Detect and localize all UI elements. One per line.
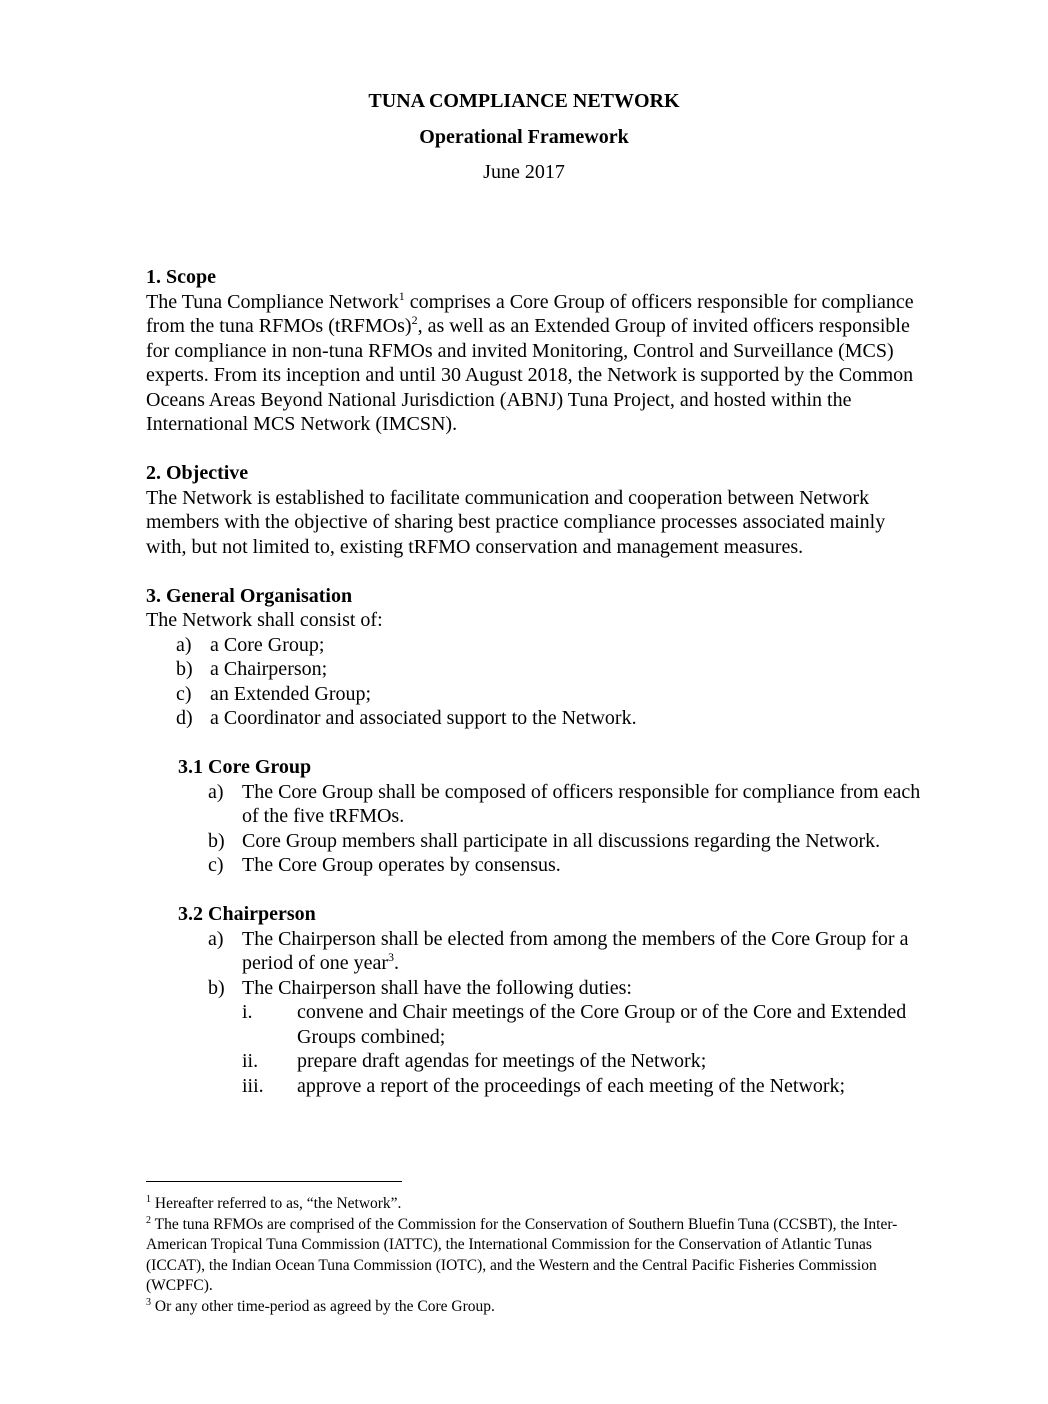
- section-heading-organisation: 3. General Organisation: [146, 584, 353, 607]
- list-item: [242, 1049, 926, 1074]
- footnote: [146, 1215, 906, 1297]
- list-item-text-end: .: [394, 952, 400, 974]
- footnote: [146, 1194, 906, 1215]
- list-marker: iii.: [242, 1074, 264, 1097]
- list-item: [242, 1000, 926, 1049]
- subsection-chairperson: [146, 902, 926, 1098]
- list-marker: c): [176, 682, 192, 705]
- section-gap: [146, 437, 926, 462]
- list-marker: b): [176, 658, 193, 680]
- list-item-text: a Chairperson;: [210, 658, 328, 680]
- list-marker: a): [208, 927, 224, 950]
- list-marker: c): [208, 854, 224, 876]
- footnotes: [146, 1194, 906, 1317]
- duties-list: [242, 1000, 926, 1098]
- footnote-text: Hereafter referred to as, “the Network”.: [151, 1195, 402, 1212]
- section-heading-scope: 1. Scope: [146, 266, 216, 288]
- list-item-text: prepare draft agendas for meetings of the Network;: [297, 1050, 707, 1072]
- list-marker: a): [208, 780, 224, 803]
- section-heading-objective: 2. Objective: [146, 462, 249, 484]
- document-title: TUNA COMPLIANCE NETWORK: [368, 90, 680, 112]
- list-marker: i.: [242, 1001, 253, 1023]
- document-subtitle: Operational Framework: [419, 126, 629, 148]
- list-item: [178, 927, 926, 976]
- list-item-text: The Chairperson shall have the following duties:: [242, 976, 632, 999]
- list-item-text: a Core Group;: [210, 633, 325, 656]
- footnote-text: The tuna RFMOs are comprised of the Commission for the Conservation of Southern Bluefin Tuna (CCSBT), the Inter-American Tropical Tuna Commission (IATTC), the International Commission for the Conservation of Atlantic Tunas (ICCAT), the Indian Ocean Tuna Commission (IOTC), and the Western and the Central Pacific Fisheries Commission (WCPFC).: [146, 1215, 898, 1294]
- scope-text-part-3: , as well as an Extended Group of invited officers responsible for compliance in non-tuna RFMOs and invited Monitoring, Control and Surveillance (MCS) experts. From its inception and until 30 August 2018, the Network is supported by the Common Oceans Areas Beyond National Jurisdiction (ABNJ) Tuna Project, and hosted within the International MCS Network (IMCSN).: [146, 315, 914, 435]
- list-marker: b): [208, 829, 225, 852]
- list-item-text: approve a report of the proceedings of each meeting of the Network;: [297, 1074, 846, 1097]
- scope-text-part-2: comprises a Core Group of officers responsible for compliance from the tuna RFMOs (tRFMOs): [146, 290, 914, 337]
- list-item-text: The Core Group operates by consensus.: [242, 854, 561, 876]
- subsection-heading-chairperson: 3.2 Chairperson: [178, 903, 316, 925]
- list-item-text: Core Group members shall participate in all discussions regarding the Network.: [242, 829, 881, 852]
- list-item: [146, 633, 926, 658]
- footnote-ref-3: 3: [388, 950, 395, 964]
- footnote-number: 2: [146, 1214, 151, 1226]
- list-marker: d): [176, 707, 193, 729]
- list-item: [178, 853, 926, 878]
- footnote: [146, 1297, 906, 1318]
- list-marker: b): [208, 976, 225, 999]
- section-gap: [146, 559, 926, 584]
- organisation-intro: The Network shall consist of:: [146, 609, 383, 631]
- footnote-number: 3: [146, 1296, 151, 1308]
- list-marker: a): [176, 633, 192, 656]
- subsection-core-group: [146, 755, 926, 878]
- list-item: [242, 1074, 926, 1099]
- subsection-heading-core-group: 3.1 Core Group: [178, 756, 312, 778]
- list-item-text: an Extended Group;: [210, 682, 372, 705]
- organisation-list: [146, 633, 926, 731]
- list-item-text: The Core Group shall be composed of officers responsible for compliance from each of the five tRFMOs.: [242, 780, 921, 827]
- footnote-separator: [146, 1181, 402, 1182]
- list-item-text: a Coordinator and associated support to the Network.: [210, 707, 637, 729]
- document-body: [146, 265, 926, 1098]
- scope-text-part-1: The Tuna Compliance Network: [146, 290, 399, 313]
- list-item-text: The Chairperson shall be elected from among the members of the Core Group for a period of one year: [242, 927, 909, 974]
- section-gap: [146, 878, 926, 903]
- list-item: [178, 780, 926, 829]
- footnote-number: 1: [146, 1194, 151, 1205]
- list-marker: ii.: [242, 1050, 259, 1072]
- section-gap: [146, 731, 926, 756]
- scope-paragraph: [146, 290, 926, 437]
- list-item: [146, 657, 926, 682]
- list-item: [178, 976, 926, 1099]
- core-group-list: [178, 780, 926, 878]
- list-item: [178, 829, 926, 854]
- list-item-text: convene and Chair meetings of the Core Group or of the Core and Extended Groups combined;: [297, 1001, 907, 1048]
- chairperson-list: [178, 927, 926, 1099]
- footnote-ref-2: 2: [411, 313, 418, 327]
- footnote-ref-1: 1: [398, 288, 405, 303]
- list-item: [146, 682, 926, 707]
- list-item: [146, 706, 926, 731]
- footnote-text: Or any other time-period as agreed by the Core Group.: [151, 1297, 495, 1315]
- objective-paragraph: The Network is established to facilitate communication and cooperation between Network members with the objective of sharing best practice compliance processes associated mainly with, but not limited to, existing tRFMO conservation and management measures.: [146, 486, 886, 558]
- document-date: June 2017: [483, 161, 565, 183]
